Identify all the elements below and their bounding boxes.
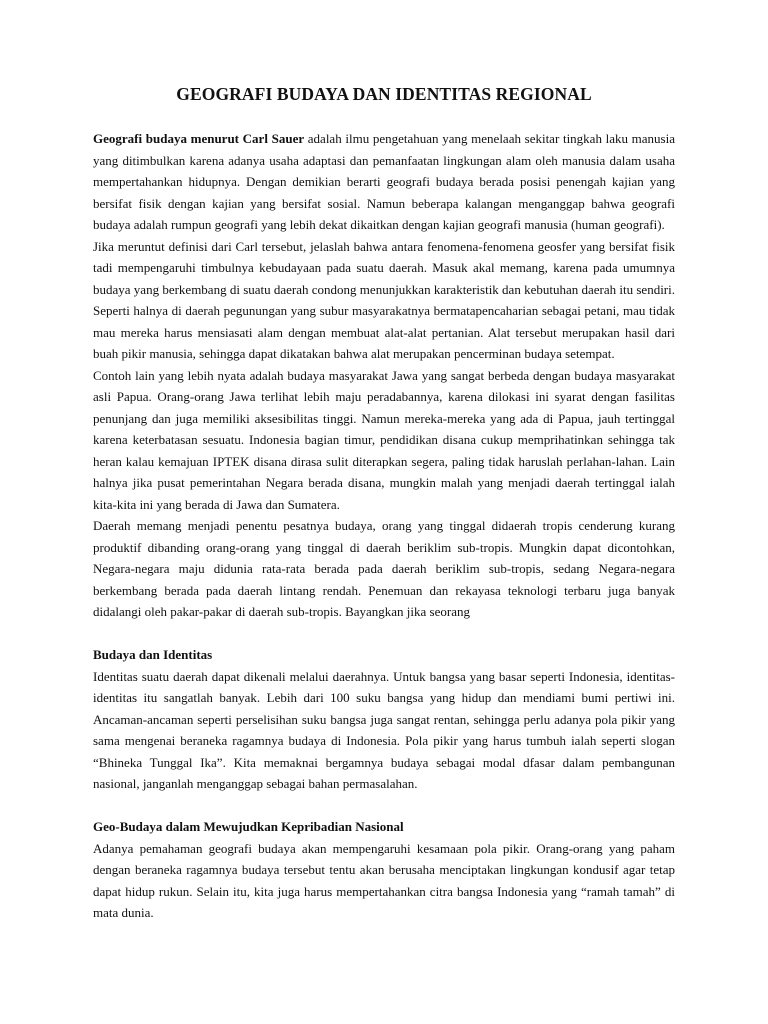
document-page xyxy=(93,82,675,924)
document-title: GEOGRAFI BUDAYA DAN IDENTITAS REGIONAL xyxy=(176,84,592,104)
intro-lead: Geografi budaya menurut Carl Sauer xyxy=(93,131,305,146)
section-heading-geo-budaya: Geo-Budaya dalam Mewujudkan Kepribadian Nasional xyxy=(93,819,404,834)
section-spacer xyxy=(93,795,675,817)
intro-text: adalah ilmu pengetahuan yang menelaah sekitar tingkah laku manusia yang ditimbulkan karena adanya usaha adaptasi dan pemanfaatan lingkungan alam oleh manusia dalam usaha mempertahankan hidupnya. Dengan demikian berarti geografi budaya berada posisi penengah kajian yang bersifat fisik dengan kajian yang bersifat sosial. Namun beberapa kalangan menganggap bahwa geografi budaya adalah rumpun geografi yang lebih dekat dikaitkan dengan kajian geografi manusia (human geografi). xyxy=(93,131,675,232)
body-paragraph-3: Daerah memang menjadi penentu pesatnya budaya, orang yang tinggal didaerah tropis cenderung kurang produktif dibanding orang-orang yang tinggal di daerah beriklim sub-tropis. Mungkin dapat dicontohkan, Negara-negara maju didunia rata-rata berada pada daerah beriklim sub-tropis, sedang Negara-negara berkembang berada pada daerah lintang rendah. Penemuan dan rekayasa teknologi terbaru juga banyak didalangi oleh pakar-pakar di daerah sub-tropis. Bayangkan jika seorang xyxy=(93,518,675,619)
section-heading-budaya-identitas: Budaya dan Identitas xyxy=(93,647,213,662)
intro-paragraph xyxy=(93,128,675,236)
section-spacer xyxy=(93,623,675,645)
body-paragraph-2: Contoh lain yang lebih nyata adalah budaya masyarakat Jawa yang sangat berbeda dengan budaya masyarakat asli Papua. Orang-orang Jawa terlihat lebih maju peradabannya, karena dilokasi ini syarat dengan fasilitas penunjang dan juga memiliki aksesibilitas tinggi. Namun mereka-mereka yang ada di Papua, jauh tertinggal karena keterbatasan sesuatu. Indonesia bagian timur, pendidikan disana cukup memprihatinkan sehingga tak heran kalau kemajuan IPTEK disana dirasa sulit diterapkan segera, paling tidak haruslah perlahan-lahan. Lain halnya jika pusat pemerintahan Negara berada disana, mungkin malah yang menjadi daerah tertinggal ialah kita-kita ini yang berada di Jawa dan Sumatera. xyxy=(93,367,675,512)
section-body-geo-budaya: Adanya pemahaman geografi budaya akan mempengaruhi kesamaan pola pikir. Orang-orang yang paham dengan beraneka ragamnya budaya tersebut tentu akan berusaha menciptakan lingkungan kondusif agar tetap dapat hidup rukun. Selain itu, kita juga harus mempertahankan citra bangsa Indonesia yang “ramah tamah” di mata dunia. xyxy=(93,840,675,920)
section-body-budaya-identitas: Identitas suatu daerah dapat dikenali melalui daerahnya. Untuk bangsa yang basar seperti Indonesia, identitas-identitas itu sangatlah banyak. Lebih dari 100 suku bangsa yang hidup dan mendiami bumi pertiwi ini. Ancaman-ancaman seperti perselisihan suku bangsa juga sangat rentan, sehingga perlu adanya pola pikir yang sama mengenai beraneka ragamnya budaya di Indonesia. Pola pikir yang harus tumbuh ialah seperti slogan “Bhineka Tunggal Ika”. Kita memaknai bergamnya budaya sebagai modal dfasar dalam pembangunan nasional, janganlah menganggap sebagai bahan permasalahan. xyxy=(93,668,675,791)
body-paragraph-1: Jika meruntut definisi dari Carl tersebut, jelaslah bahwa antara fenomena-fenomena geosfer yang bersifat fisik tadi mempengaruhi timbulnya kebudayaan pada suatu daerah. Masuk akal memang, karena pada umumnya budaya yang berkembang di suatu daerah condong menunjukkan karakteristik dan kebutuhan daerah itu sendiri. Seperti halnya di daerah pegunungan yang subur masyarakatnya bermatapencaharian sebagai petani, mau tidak mau mereka harus mensiasati alam dengan membuat alat-alat pertanian. Alat tersebut merupakan hasil dari buah pikir manusia, sehingga dapat dikatakan bahwa alat merupakan pencerminan budaya setempat. xyxy=(93,238,675,361)
